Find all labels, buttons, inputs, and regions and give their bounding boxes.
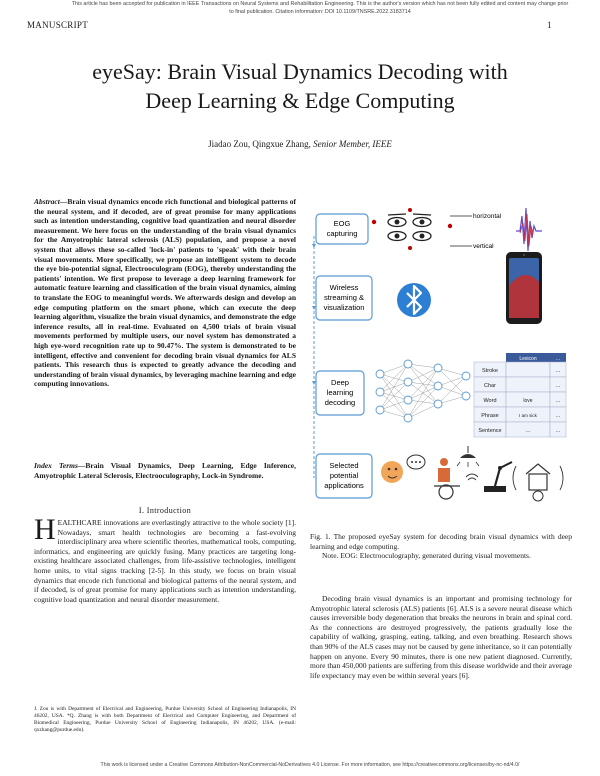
als-paragraph-text: Decoding brain visual dynamics is an important and promising technology for Amyotrophic lateral sclerosis (ALS) patients [6]. ALS is a severe neural disease which causes irreversible body degeneration that breaks the neurons in brain and spinal cord. As the connections are destroyed progressively, the patients gradually lose the capability of walking, grasping, eating, talking, and even breathing. Research shows than 90% of the ALS cases may not be caused by gene inheritance, so it can potentially happen on anyone. Every 90 minutes, there is one new patient diagnosed. Currently, more than 450,000 patients are suffering from this disease worldwide and their average life expectancy may even be within several years [6]. (310, 594, 572, 680)
index-terms (34, 461, 296, 480)
box4-line3: applications (324, 481, 364, 490)
abstract (34, 197, 296, 389)
intro-first-word: EALTHCARE (57, 518, 102, 527)
abstract-text: —Brain visual dynamics encode rich functional and biological patterns of the neural system, and if decoded, are of great promise for many applications such as intention understanding, cognitive load quantization and neural disorder measurement. We here focus on the understanding of the brain visual dynamics for the Amyotrophic lateral sclerosis (ALS) population, and propose a novel system that allows these so-called 'lock-in' patients to 'speak' with their brain visual movements. More specifically, we propose an intelligent system to decode the eye bio-potential signal, Electrooculogram (EOG), thereby understanding the patients' intention. We first propose to leverage a deep learning framework for automatic feature learning and classification of the brain visual dynamics, aiming to translate the EOG to meaningful words. We afterwards design and develop an edge computing platform on the smart phone, which can execute the deep learning algorithm, visualize the brain visual dynamics, and demonstrate the edge inference results, all in real-time. Evaluated on 4,500 trials of brain visual movements performed by multiple users, our novel system has demonstrated a high eye-word recognition rate up to 90.47%. The system is demonstrated to be intelligent, effective and convenient for decoding brain visual dynamics for ALS patients. This research thus is expected to greatly advance the decoding and understanding of brain visual dynamics, by leveraging machine learning and edge computing innovations. (34, 197, 296, 389)
body-paragraph-als (310, 594, 572, 680)
title-line-2: Deep Learning & Edge Computing (145, 88, 455, 113)
row-word-value: love (523, 398, 533, 404)
publication-banner: This article has been accepted for publication in IEEE Transactions on Neural Systems and Rehabilitation Engineering. This is the author's version which has not been fully edited and content may change prior to final publication. Citation information: DOI 10.1109/TNSRE.2022.3183714 (71, 1, 569, 15)
lexicon-table (474, 353, 566, 437)
row-phrase-value: I am sick (519, 413, 537, 418)
ceiling-light-icon (457, 446, 479, 467)
smartphone-icon (506, 252, 542, 324)
paper-title (40, 57, 560, 115)
neural-network-icon (376, 360, 470, 422)
abstract-label: Abstract (34, 197, 60, 206)
box3-line1: Deep (331, 378, 349, 387)
electrode-top (408, 208, 412, 212)
intro-text: innovations are everlastingly attractive to the whole society [1]. Nowadays, smart health technologies are becoming a fast-evolving interdisciplinary area where scientific theories, mathematical tools, computing, informatics, and engineering are quickly fusing. Many practices are targeting long-existing healthcare associated challenges, from life-assistive technologies, intelligent home units, to vital signs tracking [2-5]. In this study, we focus on brain visual dynamics that encode rich functional and biological patterns of the neural system, and if decoded, is of great promise for many applications such as intention understanding, cognitive load quantization and neural disorder measurement. (34, 518, 296, 604)
drop-cap: H (34, 513, 56, 546)
box3-line3: decoding (324, 398, 356, 407)
row-word-label: Word (483, 398, 497, 404)
row-sentence-more: ... (555, 428, 561, 434)
smart-home-icon (513, 464, 563, 501)
box3-line2: learning (326, 388, 354, 397)
page-number: 1 (547, 20, 552, 30)
vertical-label: vertical (473, 243, 494, 250)
figure-1 (310, 196, 572, 514)
row-sentence-label: Sentence (478, 428, 502, 434)
flow-arrow-3 (312, 381, 316, 385)
row-stroke-label: Stroke (482, 368, 498, 374)
electrode-right (448, 224, 452, 228)
wifi-signal-icon (466, 474, 478, 480)
box4-line1: Selected (329, 461, 359, 470)
section-heading: I. Introduction (138, 506, 192, 515)
box1-line2: capturing (326, 229, 358, 238)
box2-line2: streaming & (323, 293, 365, 302)
license-footer: This work is licensed under a Creative Commons Attribution-NonCommercial-NoDerivatives 4.0 License. For more information, see https://creativecommons.org/licenses/by-nc-nd/4.0/ (100, 762, 520, 768)
flow-arrow-2 (312, 306, 316, 310)
index-terms-label: Index Terms (34, 461, 78, 470)
author-names: Jiadao Zou, Qingxue Zhang, (208, 139, 314, 149)
box4-line2: potential (329, 471, 359, 480)
robot-arm-icon (484, 462, 512, 492)
title-line-1: eyeSay: Brain Visual Dynamics Decoding with (92, 59, 508, 84)
system-diagram (310, 196, 572, 514)
author-role: Senior Member, IEEE (313, 139, 392, 149)
flow-arrow-1 (312, 244, 316, 248)
row-phrase-more: ... (555, 413, 561, 419)
caption-note: Note. EOG: Electrooculography, generated during visual movements. (322, 551, 531, 561)
caption-text: Fig. 1. The proposed eyeSay system for decoding brain visual dynamics with deep learning and edge computing. (310, 532, 572, 551)
speech-bubble-icon (407, 455, 425, 469)
row-stroke-more: ... (555, 368, 561, 374)
box1-line1: EOG (333, 219, 351, 228)
row-char-label: Char (484, 383, 496, 389)
box2-line1: Wireless (329, 283, 359, 292)
table-header-more: ... (555, 356, 561, 362)
author-line (40, 139, 560, 149)
row-sentence-value: ... (525, 428, 531, 434)
row-phrase-label: Phrase (481, 413, 499, 419)
row-word-more: ... (555, 398, 561, 404)
running-header: MANUSCRIPT (27, 20, 89, 30)
wheelchair-user-icon (434, 458, 460, 499)
talking-head-icon (381, 461, 403, 483)
horizontal-label: horizontal (473, 213, 502, 220)
index-terms-text: —Brain Visual Dynamics, Deep Learning, Edge Inference, Amyotrophic Lateral Sclerosis, Electrooculography, Lock-in Syndrome. (34, 461, 296, 480)
table-header-lexicon: Lexicon (519, 356, 537, 362)
eyes-icon (388, 214, 431, 241)
row-char-more: ... (555, 383, 561, 389)
author-footnote: J. Zou is with Department of Electrical and Engineering, Purdue University School of Engineering Indianapolis, IN 46202, USA. *Q. Zhang is with both Department of Electrical and Computer Engineering, and Department of Biomedical Engineering, Purdue University School of Engineering Indianapolis, IN 46202, USA. (e-mail: qxzhang@purdue.edu). (34, 706, 296, 733)
bluetooth-icon (397, 283, 431, 317)
figure-caption (310, 532, 572, 561)
electrode-left (372, 220, 376, 224)
intro-paragraph (34, 513, 296, 604)
electrode-bottom (408, 246, 412, 250)
box2-line3: visualization (323, 303, 365, 312)
